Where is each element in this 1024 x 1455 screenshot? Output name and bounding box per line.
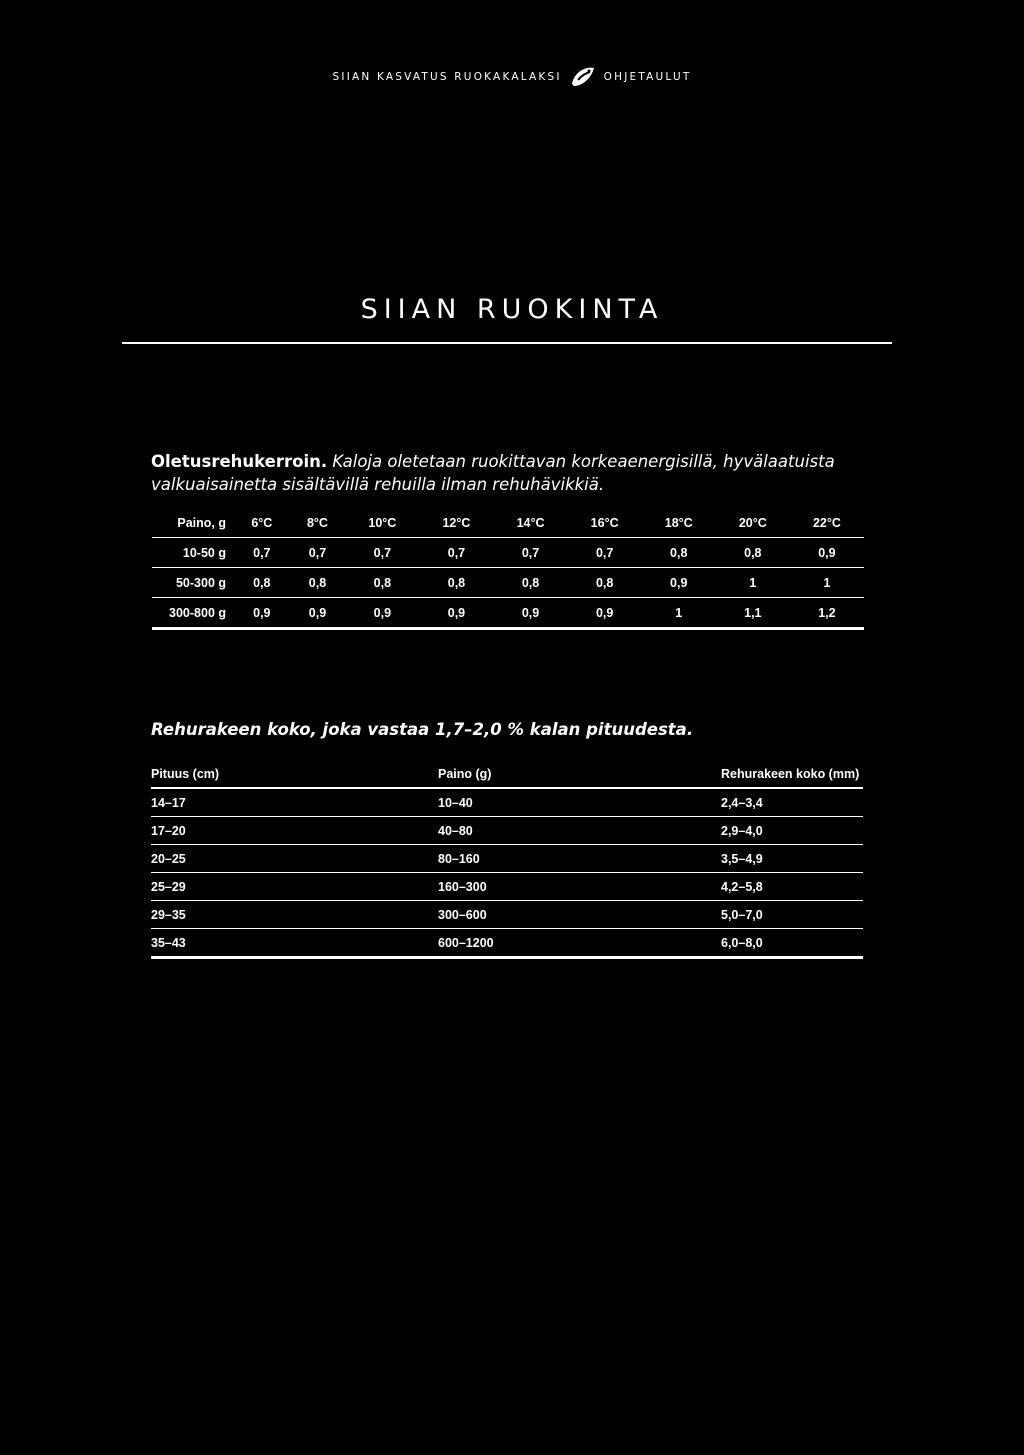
table-row — [151, 929, 863, 958]
column-header: 6°C — [234, 508, 290, 538]
table-cell: 40–80 — [438, 817, 721, 845]
column-header: 14°C — [494, 508, 568, 538]
header-right-text: OHJETAULUT — [603, 71, 692, 83]
table-cell: 29–35 — [151, 901, 438, 929]
table-cell: 300-800 g — [152, 598, 234, 629]
header-left-text: SIIAN KASVATUS RUOKAKALAKSI — [332, 71, 562, 83]
table-cell: 0,9 — [419, 598, 493, 629]
table-cell: 1 — [790, 568, 864, 598]
table-cell: 5,0–7,0 — [721, 901, 863, 929]
table-cell: 0,9 — [290, 598, 346, 629]
column-header: 20°C — [716, 508, 790, 538]
table-cell: 0,8 — [419, 568, 493, 598]
table-cell: 0,9 — [494, 598, 568, 629]
table-row — [151, 845, 863, 873]
table-cell: 600–1200 — [438, 929, 721, 958]
table-cell: 0,8 — [345, 568, 419, 598]
table-cell: 0,9 — [790, 538, 864, 568]
pellet-size-heading: Rehurakeen koko, joka vastaa 1,7–2,0 % kalan pituudesta. — [151, 720, 694, 739]
table-cell: 17–20 — [151, 817, 438, 845]
page-header — [0, 64, 1024, 90]
table-cell: 0,9 — [234, 598, 290, 629]
table-cell: 6,0–8,0 — [721, 929, 863, 958]
table-row — [152, 568, 864, 598]
table-row — [151, 901, 863, 929]
table-cell: 0,9 — [642, 568, 716, 598]
table-cell: 1 — [642, 598, 716, 629]
table-cell: 2,4–3,4 — [721, 788, 863, 817]
column-header: Paino (g) — [438, 760, 721, 788]
table-row — [152, 538, 864, 568]
table-cell: 0,8 — [642, 538, 716, 568]
table-cell: 1,2 — [790, 598, 864, 629]
table-cell: 2,9–4,0 — [721, 817, 863, 845]
table-cell: 0,8 — [290, 568, 346, 598]
table-header-row — [151, 760, 863, 788]
title-divider — [122, 342, 892, 344]
intro-paragraph — [151, 450, 871, 496]
column-header: 22°C — [790, 508, 864, 538]
column-header: Paino, g — [152, 508, 234, 538]
intro-italic: Kaloja oletetaan ruokittavan korkeaenergisillä, hyvälaatuista valkuaisainetta sisältävillä rehuilla ilman rehuhävikkiä. — [151, 452, 835, 494]
table-row — [152, 598, 864, 629]
table-cell: 0,9 — [345, 598, 419, 629]
table-cell: 0,8 — [234, 568, 290, 598]
table-header-row — [152, 508, 864, 538]
feed-coefficient-table — [152, 508, 864, 630]
page-title: SIIAN RUOKINTA — [360, 294, 664, 325]
table-cell: 0,7 — [419, 538, 493, 568]
table-cell: 10-50 g — [152, 538, 234, 568]
table-cell: 3,5–4,9 — [721, 845, 863, 873]
table-cell: 80–160 — [438, 845, 721, 873]
table-row — [151, 788, 863, 817]
column-header: 16°C — [568, 508, 642, 538]
table-cell: 0,8 — [568, 568, 642, 598]
column-header: 8°C — [290, 508, 346, 538]
table-row — [151, 873, 863, 901]
intro-bold: Oletusrehukerroin. — [151, 452, 328, 471]
table-cell: 4,2–5,8 — [721, 873, 863, 901]
table-cell: 300–600 — [438, 901, 721, 929]
table-cell: 10–40 — [438, 788, 721, 817]
table-cell: 0,8 — [494, 568, 568, 598]
table-cell: 50-300 g — [152, 568, 234, 598]
table-cell: 160–300 — [438, 873, 721, 901]
column-header: 10°C — [345, 508, 419, 538]
column-header: 18°C — [642, 508, 716, 538]
table-row — [151, 817, 863, 845]
table-cell: 0,7 — [494, 538, 568, 568]
table-cell: 35–43 — [151, 929, 438, 958]
table-cell: 0,7 — [345, 538, 419, 568]
table-cell: 0,7 — [234, 538, 290, 568]
column-header: Rehurakeen koko (mm) — [721, 760, 863, 788]
table-cell: 0,7 — [290, 538, 346, 568]
table-cell: 1,1 — [716, 598, 790, 629]
column-header: 12°C — [419, 508, 493, 538]
pellet-size-table — [151, 760, 863, 959]
table-cell: 0,8 — [716, 538, 790, 568]
table-cell: 0,7 — [568, 538, 642, 568]
table-cell: 1 — [716, 568, 790, 598]
table-cell: 0,9 — [568, 598, 642, 629]
fish-logo-icon — [568, 64, 598, 90]
table-cell: 25–29 — [151, 873, 438, 901]
table-cell: 14–17 — [151, 788, 438, 817]
table-cell: 20–25 — [151, 845, 438, 873]
column-header: Pituus (cm) — [151, 760, 438, 788]
